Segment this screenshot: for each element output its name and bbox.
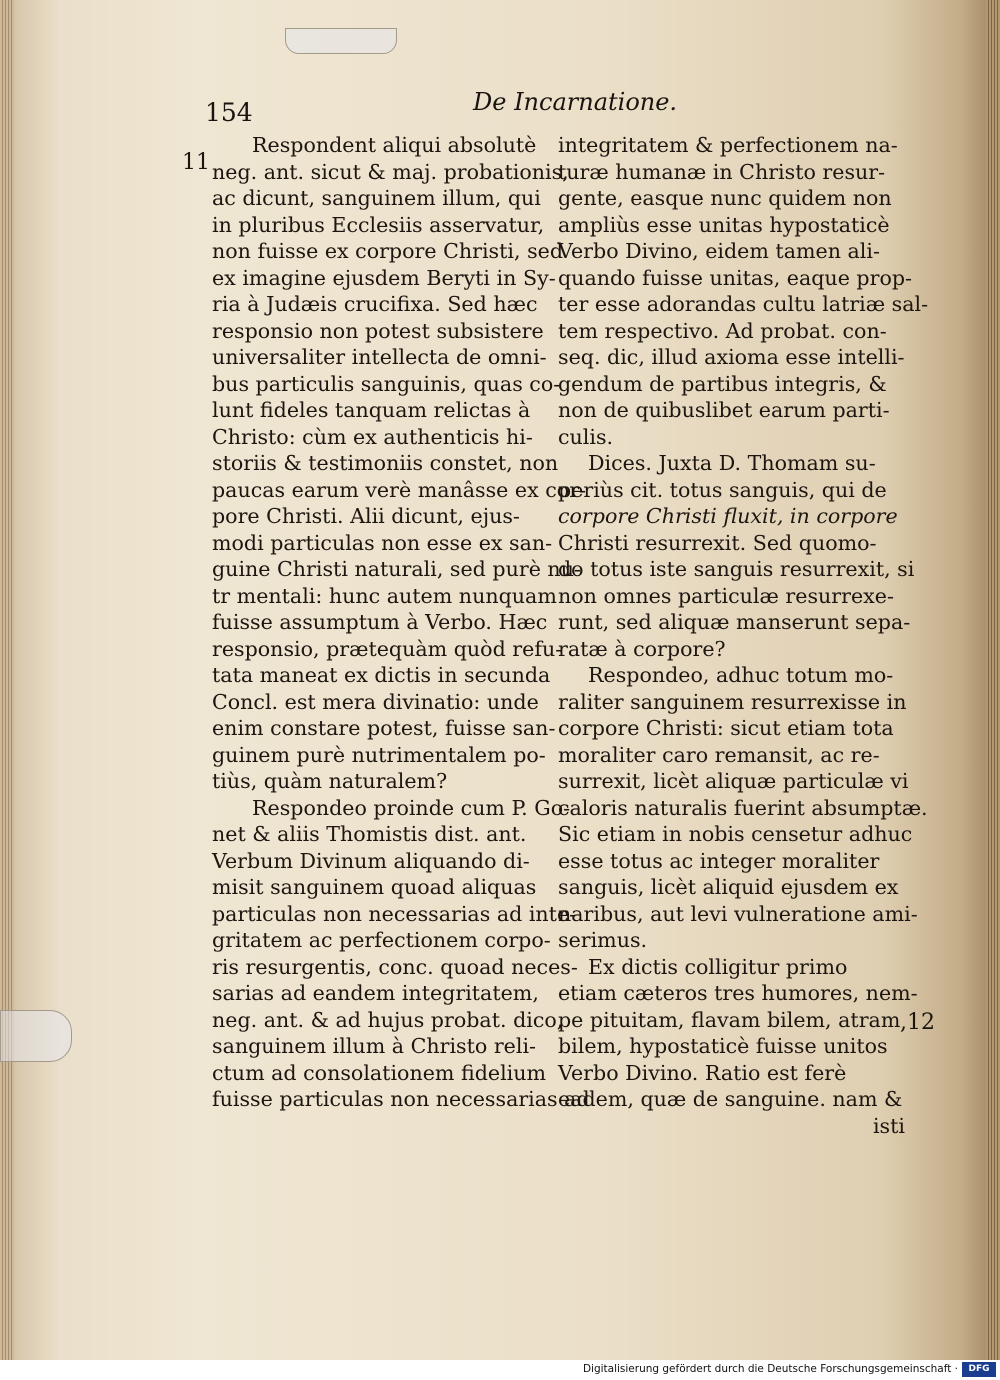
text-line: ter esse adorandas cultu latriæ sal- (558, 292, 929, 316)
text-line: culis. (558, 424, 614, 449)
text-line: fuisse assumptum à Verbo. Hæc (212, 610, 548, 634)
text-line: misit sanguinem quoad aliquas (212, 875, 537, 899)
text-line: storiis & testimoniis constet, non (212, 451, 559, 475)
text-line: serimus. (558, 928, 648, 952)
text-line: integritatem & perfectionem na- (558, 133, 898, 157)
text-line: Christo: cùm ex authenticis hi- (212, 424, 533, 449)
text-line: surrexit, licèt aliquæ particulæ vi (558, 769, 909, 793)
page-header (205, 88, 910, 127)
text-line: sanguinem illum à Christo reli- (212, 1034, 536, 1058)
page-number: 154 (205, 98, 253, 127)
text-line: neg. ant. sicut & maj. probationis, (212, 159, 569, 184)
bookmark-tab-left (0, 1010, 72, 1062)
text-line: ac dicunt, sanguinem illum, qui (212, 186, 541, 210)
text-line: caloris naturalis fuerint absumptæ. (558, 795, 928, 820)
text-line: ex imagine ejusdem Beryti in Sy- (212, 265, 556, 290)
text-line: gritatem ac perfectionem corpo- (212, 928, 551, 952)
text-line: particulas non necessarias ad inte- (212, 901, 577, 926)
text-line: moraliter caro remansit, ac re- (558, 742, 880, 767)
text-line: periùs cit. totus sanguis, qui de (558, 477, 887, 502)
text-line: corpore Christi: sicut etiam tota (558, 716, 894, 740)
catchword: isti (872, 1113, 905, 1138)
text-line: sarias ad eandem integritatem, (212, 981, 539, 1005)
margin-number-right: ,12 (900, 1010, 935, 1035)
text-line: tem respectivo. Ad probat. con- (558, 318, 887, 343)
text-line: fuisse particulas non necessarias ad (212, 1087, 590, 1111)
text-line: universaliter intellecta de omni- (212, 345, 547, 369)
text-line: Ex dictis colligitur primo (588, 954, 848, 979)
text-line: esse totus ac integer moraliter (558, 848, 880, 873)
text-line: Respondeo proinde cum P. Go- (252, 795, 571, 820)
text-line: Respondent aliqui absolutè (252, 133, 537, 157)
text-line: Verbum Divinum aliquando di- (212, 848, 530, 873)
text-line: lunt fideles tanquam relictas à (212, 398, 531, 422)
text-line: tata maneat ex dictis in secunda (212, 663, 551, 687)
text-line: non omnes particulæ resurrexe- (558, 583, 894, 608)
text-line: sanguis, licèt aliquid ejusdem ex (558, 875, 899, 899)
text-line: paucas earum verè manâsse ex cor- (212, 477, 586, 502)
text-line: corpore Christi fluxit, in corpore (558, 504, 898, 528)
text-line: raliter sanguinem resurrexisse in (558, 689, 907, 714)
text-line: Dices. Juxta D. Thomam su- (588, 451, 876, 475)
text-line: Sic etiam in nobis censetur adhuc (558, 822, 913, 846)
right-page-edges (986, 0, 1000, 1360)
digitization-footer (0, 1360, 1000, 1380)
text-line: Verbo Divino, eidem tamen ali- (558, 239, 880, 263)
text-line: guinem purè nutrimentalem po- (212, 742, 546, 767)
text-line: enim constare potest, fuisse san- (212, 716, 556, 740)
text-line: tiùs, quàm naturalem? (212, 769, 448, 793)
text-line: guine Christi naturali, sed purè nu- (212, 557, 581, 581)
text-line: gente, easque nunc quidem non (558, 186, 892, 210)
text-line: etiam cæteros tres humores, nem- (558, 981, 918, 1005)
text-line: responsio non potest subsistere (212, 318, 544, 343)
text-line: ampliùs esse unitas hypostaticè (558, 212, 890, 237)
text-line: Christi resurrexit. Sed quomo- (558, 530, 877, 555)
text-line: pe pituitam, flavam bilem, atram (558, 1007, 901, 1032)
text-line: ratæ à corpore? (558, 636, 726, 661)
text-line: Respondeo, adhuc totum mo- (588, 663, 894, 687)
text-line: pore Christi. Alii dicunt, ejus- (212, 504, 520, 528)
text-line: runt, sed aliquæ manserunt sepa- (558, 610, 911, 634)
text-line: responsio, prætequàm quòd refu- (212, 636, 563, 661)
text-line: neg. ant. & ad hujus probat. dico, (212, 1007, 564, 1032)
text-line: tr mentali: hunc autem nunquam (212, 583, 557, 608)
text-line: do totus iste sanguis resurrexit, si (558, 557, 915, 581)
text-line: bilem, hypostaticè fuisse unitos (558, 1034, 888, 1058)
text-line: turæ humanæ in Christo resur- (558, 159, 886, 184)
text-line: ctum ad consolationem fidelium (212, 1060, 547, 1085)
text-line: net & aliis Thomistis dist. ant. (212, 822, 527, 846)
text-line: gendum de partibus integris, & (558, 371, 887, 396)
funding-notice: Digitalisierung gefördert durch die Deutsche Forschungsgemeinschaft · (582, 1363, 958, 1375)
text-line: non fuisse ex corpore Christi, sed (212, 239, 564, 263)
left-text-column (212, 132, 590, 1113)
text-line: quando fuisse unitas, eaque prop- (558, 265, 912, 290)
text-line: bus particulis sanguinis, quas co- (212, 371, 561, 396)
text-line: seq. dic, illud axioma esse intelli- (558, 345, 905, 369)
text-line: Verbo Divino. Ratio est ferè (558, 1060, 847, 1085)
text-line: Concl. est mera divinatio: unde (212, 689, 539, 714)
text-line: ris resurgentis, conc. quoad neces- (212, 954, 578, 979)
text-line: in pluribus Ecclesiis asservatur, (212, 212, 545, 237)
text-line: non de quibuslibet earum parti- (558, 398, 890, 422)
text-line: ria à Judæis crucifixa. Sed hæc (212, 292, 538, 316)
text-line: naribus, aut levi vulneratione ami- (558, 901, 918, 926)
running-title: De Incarnatione. (473, 88, 678, 116)
dfg-logo: DFG (962, 1362, 996, 1377)
left-page-edges (0, 0, 14, 1360)
text-line: modi particulas non esse ex san- (212, 530, 553, 555)
bookmark-tab-top (285, 28, 397, 54)
margin-number-left: 11 (182, 150, 210, 175)
text-line: eadem, quæ de sanguine. nam & (558, 1087, 903, 1111)
